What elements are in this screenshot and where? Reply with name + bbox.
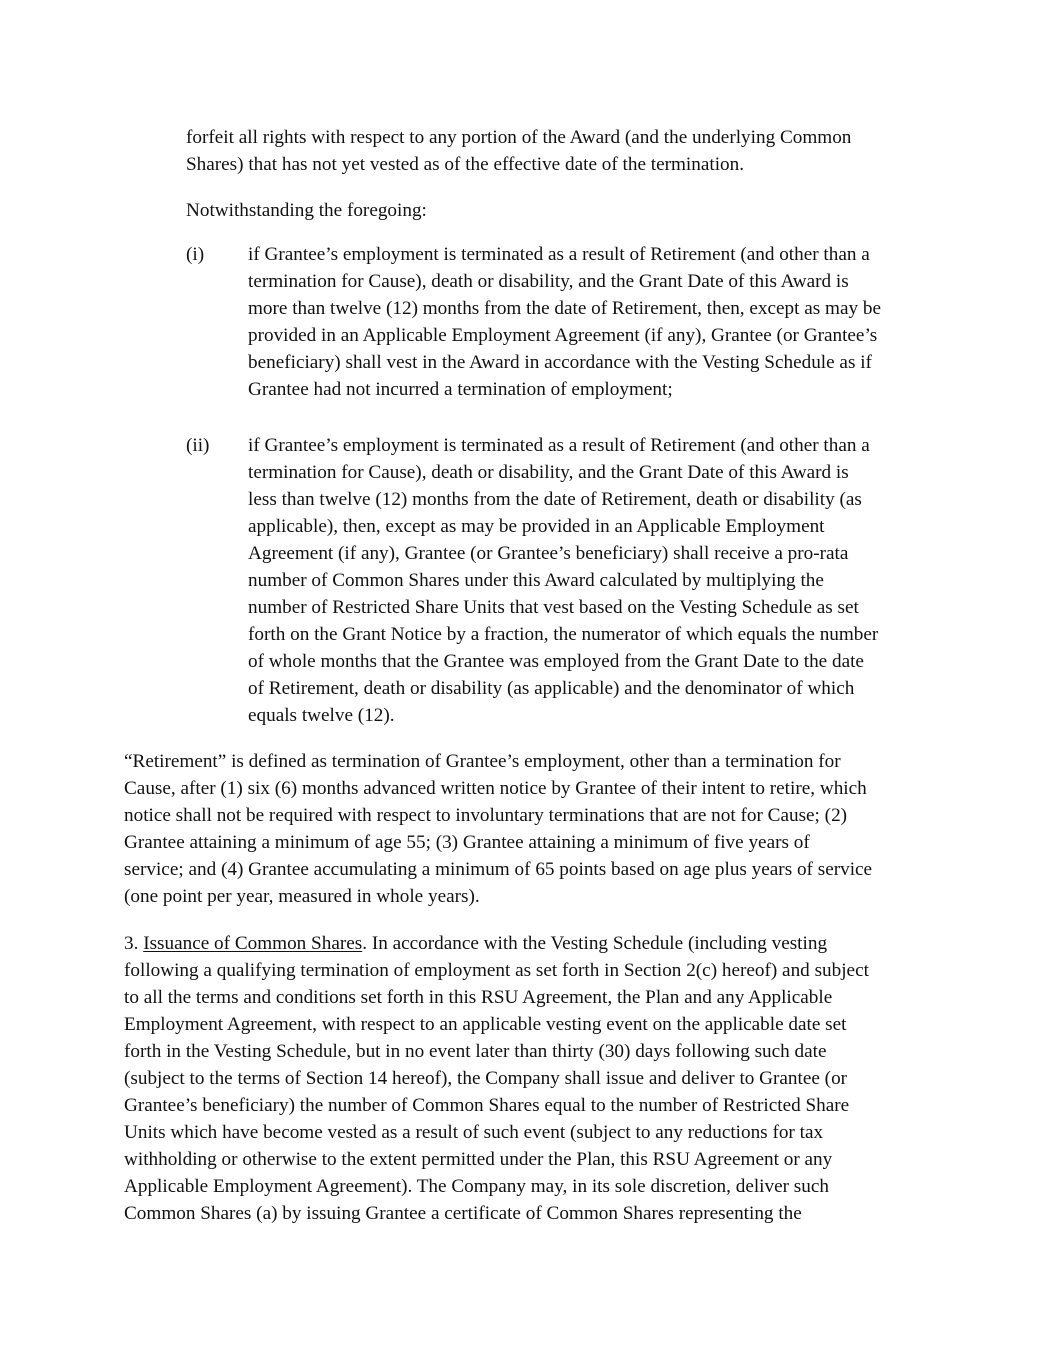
paragraph-line: (one point per year, measured in whole years). [124,886,480,907]
paragraph-line: “Retirement” is defined as termination of Grantee’s employment, other than a termination for [124,751,841,772]
list-item-line: less than twelve (12) months from the date of Retirement, death or disability (as [248,489,862,510]
section-first-line-text: . In accordance with the Vesting Schedule (including vesting [362,933,828,954]
list-item-line: beneficiary) shall vest in the Award in accordance with the Vesting Schedule as if [248,352,872,373]
list-item-label: (ii) [186,435,210,456]
section-3-first-line [124,930,827,957]
paragraph-line: withholding or otherwise to the extent permitted under the Plan, this RSU Agreement or any [124,1149,833,1170]
paragraph-line: Grantee attaining a minimum of age 55; (3) Grantee attaining a minimum of five years of [124,832,810,853]
list-item-label: (i) [186,244,205,265]
list-item-line: more than twelve (12) months from the date of Retirement, then, except as may be [248,298,881,319]
paragraph-line: Employment Agreement, with respect to an applicable vesting event on the applicable date set [124,1014,847,1035]
list-item-line: if Grantee’s employment is terminated as a result of Retirement (and other than a [248,244,870,265]
paragraph-line: Common Shares (a) by issuing Grantee a certificate of Common Shares representing the [124,1203,802,1224]
paragraph-line: notice shall not be required with respect to involuntary terminations that are not for Cause; (2) [124,805,848,826]
list-item-line: provided in an Applicable Employment Agreement (if any), Grantee (or Grantee’s [248,325,878,346]
list-item-line: termination for Cause), death or disability, and the Grant Date of this Award is [248,462,849,483]
paragraph-line: (subject to the terms of Section 14 hereof), the Company shall issue and deliver to Grantee (or [124,1068,848,1089]
list-item-line: forth on the Grant Notice by a fraction, the numerator of which equals the number [248,624,879,645]
list-item-line: equals twelve (12). [248,705,395,726]
paragraph-line: Units which have become vested as a result of such event (subject to any reductions for tax [124,1122,824,1143]
list-item-line: termination for Cause), death or disability, and the Grant Date of this Award is [248,271,849,292]
section-number: 3. [124,933,144,954]
paragraph-line: forth in the Vesting Schedule, but in no event later than thirty (30) days following such date [124,1041,827,1062]
paragraph-line: following a qualifying termination of employment as set forth in Section 2(c) hereof) and subject [124,960,869,981]
paragraph-line: Grantee’s beneficiary) the number of Common Shares equal to the number of Restricted Share [124,1095,850,1116]
list-item-line: Grantee had not incurred a termination of employment; [248,379,673,400]
list-item-line: Agreement (if any), Grantee (or Grantee’s beneficiary) shall receive a pro-rata [248,543,849,564]
list-item-line: number of Restricted Share Units that vest based on the Vesting Schedule as set [248,597,859,618]
paragraph-line: forfeit all rights with respect to any portion of the Award (and the underlying Common [186,127,852,148]
list-item-line: of whole months that the Grantee was employed from the Grant Date to the date [248,651,864,672]
paragraph-line: Applicable Employment Agreement). The Company may, in its sole discretion, deliver such [124,1176,829,1197]
paragraph-line: to all the terms and conditions set forth in this RSU Agreement, the Plan and any Applicable [124,987,833,1008]
paragraph-line: Shares) that has not yet vested as of the effective date of the termination. [186,154,745,175]
paragraph-line: Cause, after (1) six (6) months advanced written notice by Grantee of their intent to retire, which [124,778,867,799]
list-item-line: applicable), then, except as may be provided in an Applicable Employment [248,516,825,537]
section-heading: Issuance of Common Shares [143,933,363,954]
notwithstanding-heading: Notwithstanding the foregoing: [186,200,427,221]
paragraph-line: service; and (4) Grantee accumulating a minimum of 65 points based on age plus years of service [124,859,873,880]
list-item-line: if Grantee’s employment is terminated as a result of Retirement (and other than a [248,435,870,456]
list-item-line: number of Common Shares under this Award calculated by multiplying the [248,570,824,591]
list-item-line: of Retirement, death or disability (as applicable) and the denominator of which [248,678,855,699]
